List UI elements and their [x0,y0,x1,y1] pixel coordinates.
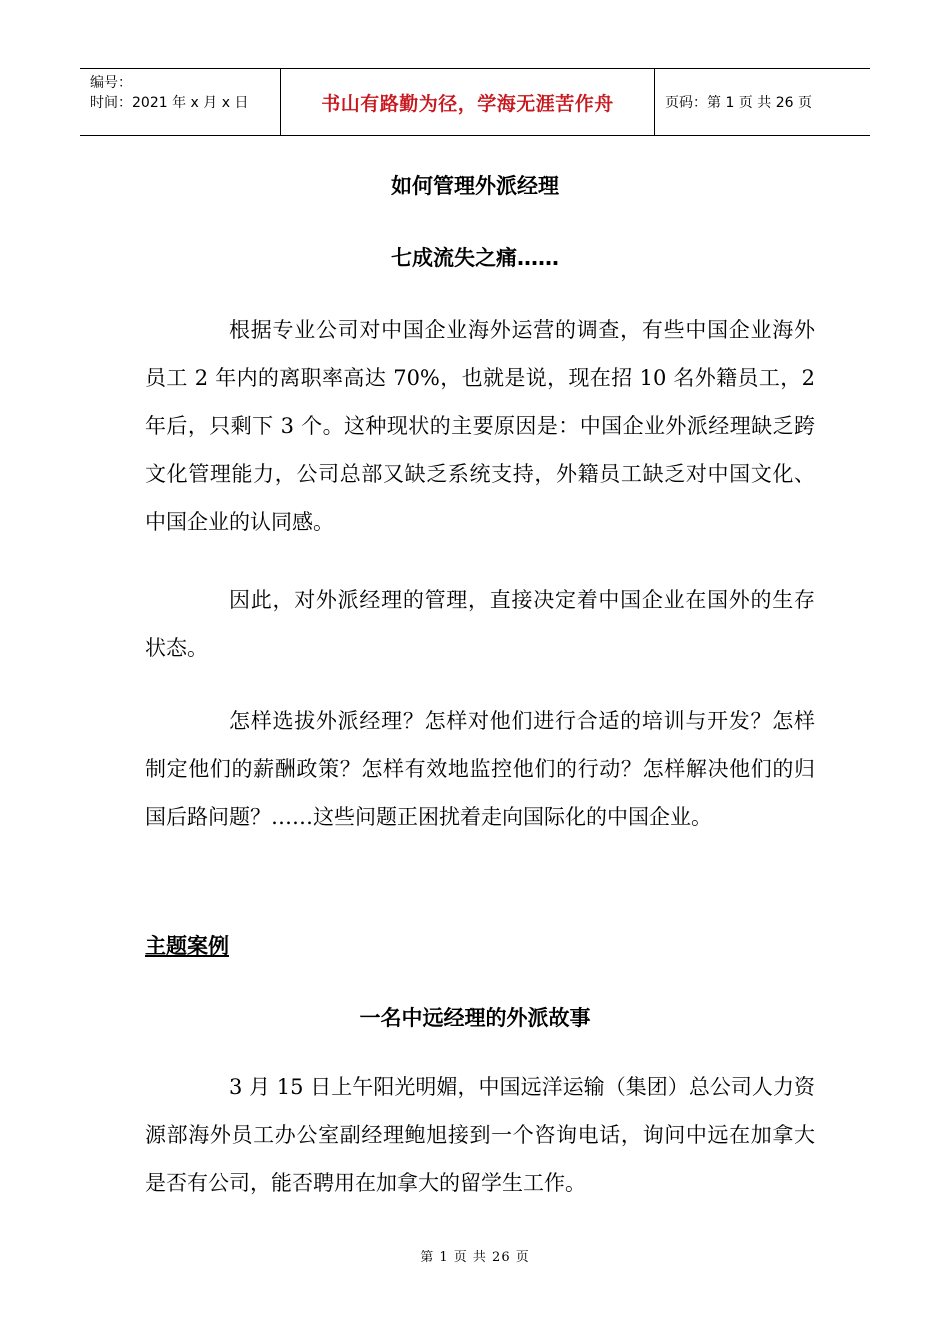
document-title: 如何管理外派经理 [391,174,559,198]
case-paragraph: 3 月 15 日上午阳光明媚，中国远洋运输（集团）总公司人力资源部海外员工办公室副经理鲍旭接到一个咨询电话，询问中远在加拿大是否有公司，能否聘用在加拿大的留学生工作。 [145,1075,815,1195]
case-title: 一名中远经理的外派故事 [359,1006,591,1030]
header-page-info: 页码：第 1 页 共 26 页 [665,95,812,111]
body-paragraph-2: 因此，对外派经理的管理，直接决定着中国企业在国外的生存状态。 [145,588,815,660]
page-footer: 第 1 页 共 26 页 [420,1250,530,1265]
header-meta-cell [80,69,281,135]
header-motto: 书山有路勤为径，学海无涯苦作舟 [321,92,614,115]
body-paragraph-3: 怎样选拔外派经理？怎样对他们进行合适的培训与开发？怎样制定他们的薪酬政策？怎样有效地监控他们的行动？怎样解决他们的归国后路问题？……这些问题正困扰着走向国际化的中国企业。 [145,709,815,829]
header-motto-cell [281,69,655,135]
section-heading: 主题案例 [145,934,229,958]
body-paragraph-1: 根据专业公司对中国企业海外运营的调查，有些中国企业海外员工 2 年内的离职率高达 70%，也就是说，现在招 10 名外籍员工，2 年后，只剩下 3 个。这种现状的主要原因是：中国企业外派经理缺乏跨文化管理能力，公司总部又缺乏系统支持，外籍员工缺乏对中国文化、中国企业的认同感。 [145,318,815,534]
document-number-label: 编号： [90,75,132,91]
document-subtitle: 七成流失之痛…… [391,246,559,270]
document-header [80,68,870,136]
header-page-cell [655,69,870,135]
document-date-label: 时间：2021 年 x 月 x 日 [90,95,249,111]
